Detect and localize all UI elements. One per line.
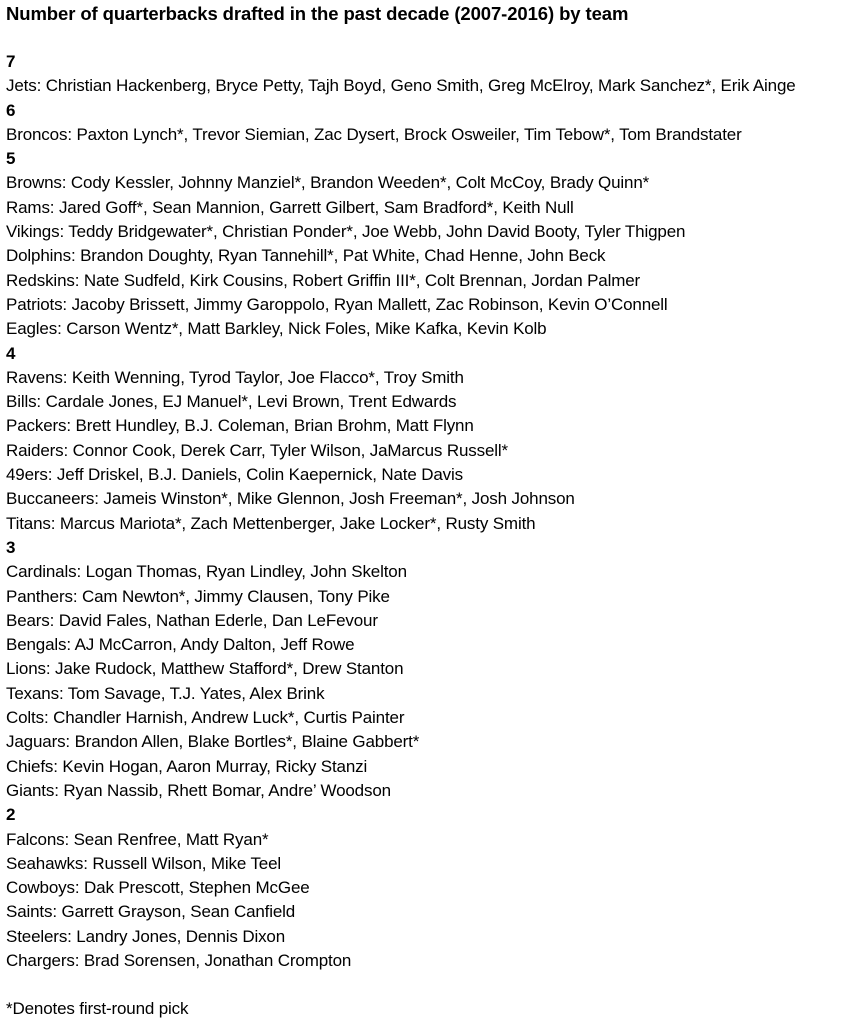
team-entry: Bears: David Fales, Nathan Ederle, Dan LeFevour bbox=[6, 610, 378, 630]
team-entry: Patriots: Jacoby Brissett, Jimmy Garoppolo, Ryan Mallett, Zac Robinson, Kevin O’Connell bbox=[6, 294, 668, 314]
team-entry: Broncos: Paxton Lynch*, Trevor Siemian, Zac Dysert, Brock Osweiler, Tim Tebow*, Tom Brandstater bbox=[6, 124, 742, 144]
team-entry: Colts: Chandler Harnish, Andrew Luck*, Curtis Painter bbox=[6, 708, 405, 728]
team-entry: Cowboys: Dak Prescott, Stephen McGee bbox=[6, 878, 310, 898]
group-count-heading: 4 bbox=[6, 343, 16, 363]
team-entry: Vikings: Teddy Bridgewater*, Christian Ponder*, Joe Webb, John David Booty, Tyler Thigpen bbox=[6, 222, 686, 242]
team-entry: Giants: Ryan Nassib, Rhett Bomar, Andre’ Woodson bbox=[6, 780, 391, 800]
team-entry: Dolphins: Brandon Doughty, Ryan Tannehill*, Pat White, Chad Henne, John Beck bbox=[6, 246, 606, 266]
team-entry: Steelers: Landry Jones, Dennis Dixon bbox=[6, 926, 286, 946]
group-count-heading: 7 bbox=[6, 52, 16, 71]
team-entry: Panthers: Cam Newton*, Jimmy Clausen, Tony Pike bbox=[6, 586, 390, 606]
team-entry: Ravens: Keith Wenning, Tyrod Taylor, Joe Flacco*, Troy Smith bbox=[6, 367, 464, 387]
group-count-heading: 6 bbox=[6, 100, 16, 120]
team-entry: Redskins: Nate Sudfeld, Kirk Cousins, Robert Griffin III*, Colt Brennan, Jordan Palmer bbox=[6, 270, 641, 290]
team-entry: Bills: Cardale Jones, EJ Manuel*, Levi Brown, Trent Edwards bbox=[6, 392, 457, 412]
team-entry: Rams: Jared Goff*, Sean Mannion, Garrett Gilbert, Sam Bradford*, Keith Null bbox=[6, 197, 574, 217]
team-entry: Chiefs: Kevin Hogan, Aaron Murray, Ricky Stanzi bbox=[6, 756, 368, 776]
team-entry: Lions: Jake Rudock, Matthew Stafford*, Drew Stanton bbox=[6, 659, 404, 679]
team-list bbox=[6, 50, 861, 973]
team-entry: Buccaneers: Jameis Winston*, Mike Glennon, Josh Freeman*, Josh Johnson bbox=[6, 489, 575, 509]
group-count-heading: 2 bbox=[6, 805, 16, 825]
page-title: Number of quarterbacks drafted in the past decade (2007-2016) by team bbox=[6, 3, 629, 24]
team-entry: Packers: Brett Hundley, B.J. Coleman, Brian Brohm, Matt Flynn bbox=[6, 416, 474, 436]
team-entry: Titans: Marcus Mariota*, Zach Mettenberger, Jake Locker*, Rusty Smith bbox=[6, 513, 536, 533]
team-entry: Cardinals: Logan Thomas, Ryan Lindley, John Skelton bbox=[6, 562, 407, 582]
team-entry: 49ers: Jeff Driskel, B.J. Daniels, Colin Kaepernick, Nate Davis bbox=[6, 465, 463, 485]
team-entry: Raiders: Connor Cook, Derek Carr, Tyler Wilson, JaMarcus Russell* bbox=[6, 440, 508, 460]
group-count-heading: 5 bbox=[6, 149, 16, 169]
team-entry: Saints: Garrett Grayson, Sean Canfield bbox=[6, 902, 296, 922]
team-entry: Falcons: Sean Renfree, Matt Ryan* bbox=[6, 829, 269, 849]
team-entry: Seahawks: Russell Wilson, Mike Teel bbox=[6, 853, 282, 873]
team-entry: Eagles: Carson Wentz*, Matt Barkley, Nick Foles, Mike Kafka, Kevin Kolb bbox=[6, 319, 547, 339]
team-entry: Texans: Tom Savage, T.J. Yates, Alex Brink bbox=[6, 683, 325, 703]
team-entry: Jaguars: Brandon Allen, Blake Bortles*, Blaine Gabbert* bbox=[6, 732, 420, 752]
team-entry: Bengals: AJ McCarron, Andy Dalton, Jeff Rowe bbox=[6, 635, 355, 655]
team-entry: Browns: Cody Kessler, Johnny Manziel*, Brandon Weeden*, Colt McCoy, Brady Quinn* bbox=[6, 173, 650, 193]
footnote: *Denotes first-round pick bbox=[6, 999, 189, 1018]
team-entry: Jets: Christian Hackenberg, Bryce Petty, Tajh Boyd, Geno Smith, Greg McElroy, Mark Sanchez*, Erik Ainge bbox=[6, 76, 796, 96]
group-count-heading: 3 bbox=[6, 537, 16, 557]
team-entry: Chargers: Brad Sorensen, Jonathan Crompton bbox=[6, 950, 352, 970]
